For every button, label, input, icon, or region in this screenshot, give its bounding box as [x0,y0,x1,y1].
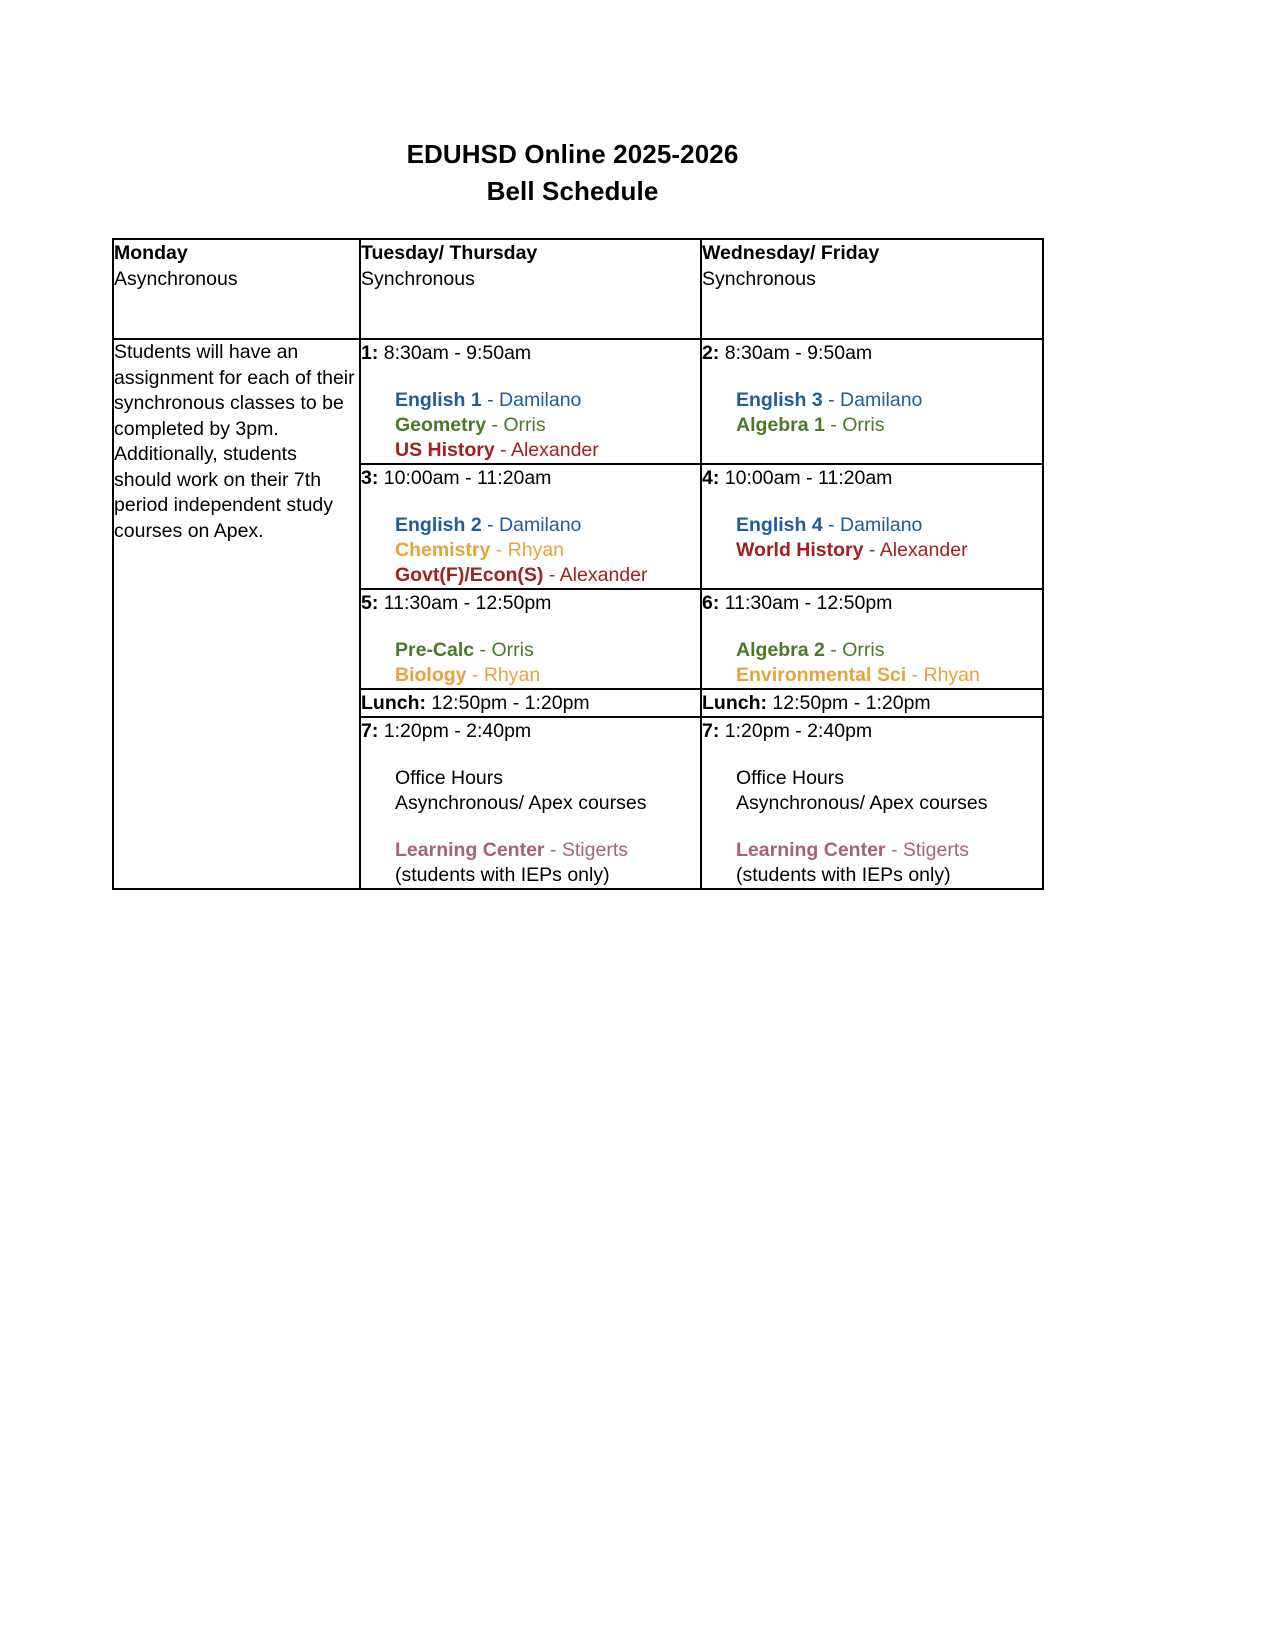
period-note-line: Asynchronous/ Apex courses [736,792,988,814]
course-list-wefr-6 [702,638,1042,688]
learning-center-separator: - [544,839,562,861]
period-time-tuth-1 [361,340,700,366]
learning-center-separator: - [885,839,903,861]
lunch-label-tuth: Lunch: [361,692,426,714]
period-number-wefr-2: 2: [702,342,720,364]
course-line [736,388,1042,413]
period-number-tuth-1: 1: [361,342,379,364]
course-teacher: Orris [842,414,885,436]
course-name: Algebra 1 [736,414,825,436]
lunch-cell-tuth [360,689,701,717]
period-cell-wefr-2 [701,339,1043,464]
course-name: Govt(F)/Econ(S) [395,564,544,586]
course-name: English 4 [736,514,823,536]
period-range-tuth-1: 8:30am - 9:50am [383,342,532,364]
period-range-tuth-5: 11:30am - 12:50pm [383,592,552,614]
table-row-period-1-2 [113,339,1043,464]
learning-center-teacher: Stigerts [902,839,969,861]
course-list-tuth-1 [361,388,700,463]
course-separator: - [824,414,843,436]
period-time-tuth-5 [361,590,700,616]
course-name: English 3 [736,389,823,411]
course-teacher: Alexander [559,564,648,586]
period-notes-tuth-7 [361,766,700,816]
course-separator: - [494,439,511,461]
lunch-text-wefr [702,690,1042,716]
period-range-wefr-6: 11:30am - 12:50pm [724,592,893,614]
learning-center-line [736,838,1042,863]
course-separator: - [486,414,504,436]
period-number-tuth-7: 7: [361,720,379,742]
monday-cell [113,339,360,889]
lunch-time-tuth: 12:50pm - 1:20pm [425,692,590,714]
course-separator: - [481,389,500,411]
period-time-wefr-2 [702,340,1042,366]
period-notes-wefr-7 [702,766,1042,816]
table-header-row [113,239,1043,339]
header-mode-monday: Asynchronous [114,268,238,290]
period-cell-wefr-6 [701,589,1043,689]
learning-center-line [395,838,700,863]
course-name: Geometry [395,414,487,436]
course-separator: - [474,639,492,661]
course-line [736,638,1042,663]
period-time-wefr-6 [702,590,1042,616]
period-cell-tuth-3 [360,464,701,589]
course-teacher: Rhyan [507,539,565,561]
period-cell-tuth-7 [360,717,701,889]
period-number-tuth-5: 5: [361,592,379,614]
course-line [395,538,700,563]
course-teacher: Orris [842,639,885,661]
course-line [395,388,700,413]
lunch-label-wefr: Lunch: [702,692,767,714]
course-separator: - [822,389,841,411]
course-list-wefr-4 [702,513,1042,563]
course-separator: - [481,514,500,536]
period-time-tuth-3 [361,465,700,491]
period-number-wefr-6: 6: [702,592,720,614]
period-time-wefr-7 [702,718,1042,744]
course-list-wefr-2 [702,388,1042,438]
learning-center-name: Learning Center [736,839,886,861]
course-teacher: Orris [503,414,546,436]
course-line [395,413,700,438]
period-cell-tuth-5 [360,589,701,689]
period-note-line: Office Hours [395,767,504,789]
header-day-tuesday-thursday: Tuesday/ Thursday [361,242,538,264]
course-line [395,663,700,688]
learning-center-note: (students with IEPs only) [395,864,610,886]
course-name: Biology [395,664,467,686]
course-name: World History [736,539,864,561]
lunch-text-tuth [361,690,700,716]
header-day-monday: Monday [114,242,188,264]
course-teacher: Damilano [840,389,923,411]
period-range-tuth-7: 1:20pm - 2:40pm [383,720,532,742]
period-note-line: Office Hours [736,767,845,789]
learning-center-block-wefr [702,838,1042,888]
course-list-tuth-3 [361,513,700,588]
period-number-tuth-3: 3: [361,467,379,489]
course-line [736,663,1042,688]
course-line [736,513,1042,538]
course-name: English 1 [395,389,482,411]
period-number-wefr-7: 7: [702,720,720,742]
course-teacher: Rhyan [923,664,980,686]
course-name: Chemistry [395,539,491,561]
course-line [395,438,700,463]
course-name: Environmental Sci [736,664,907,686]
course-separator: - [490,539,508,561]
course-teacher: Rhyan [483,664,541,686]
course-teacher: Alexander [879,539,968,561]
course-name: Pre-Calc [395,639,475,661]
lunch-time-wefr: 12:50pm - 1:20pm [766,692,931,714]
course-line [395,513,700,538]
header-day-wednesday-friday: Wednesday/ Friday [702,242,880,264]
course-name: English 2 [395,514,482,536]
header-cell-wednesday-friday [701,239,1043,339]
course-separator: - [863,539,880,561]
course-teacher: Damilano [840,514,923,536]
course-name: US History [395,439,495,461]
period-cell-wefr-7 [701,717,1043,889]
period-range-tuth-3: 10:00am - 11:20am [383,467,552,489]
course-line [736,413,1042,438]
course-teacher: Orris [491,639,534,661]
period-cell-wefr-4 [701,464,1043,589]
document-title [0,136,1145,210]
header-mode-tuesday-thursday: Synchronous [361,268,475,290]
course-line [395,563,700,588]
period-time-wefr-4 [702,465,1042,491]
learning-center-block-tuth [361,838,700,888]
course-separator: - [906,664,924,686]
period-range-wefr-4: 10:00am - 11:20am [724,467,893,489]
bell-schedule-table [112,238,1044,890]
period-number-wefr-4: 4: [702,467,720,489]
course-teacher: Damilano [499,389,582,411]
course-separator: - [466,664,484,686]
course-name: Algebra 2 [736,639,825,661]
course-list-tuth-5 [361,638,700,688]
header-cell-monday [113,239,360,339]
lunch-cell-wefr [701,689,1043,717]
period-note-line: Asynchronous/ Apex courses [395,792,647,814]
course-line [736,538,1042,563]
learning-center-teacher: Stigerts [561,839,628,861]
learning-center-name: Learning Center [395,839,545,861]
period-range-wefr-2: 8:30am - 9:50am [724,342,873,364]
period-time-tuth-7 [361,718,700,744]
course-teacher: Damilano [499,514,582,536]
course-separator: - [543,564,560,586]
course-teacher: Alexander [510,439,599,461]
period-range-wefr-7: 1:20pm - 2:40pm [724,720,873,742]
header-mode-wednesday-friday: Synchronous [702,268,816,290]
learning-center-note: (students with IEPs only) [736,864,951,886]
course-line [395,638,700,663]
header-cell-tuesday-thursday [360,239,701,339]
monday-instructions: Students will have an assignment for each of their synchronous classes to be completed by 3pm. Additionally, students should work on their 7th period independent study courses on Apex. [114,341,355,542]
title-line-1: EDUHSD Online 2025-2026 [406,139,739,169]
title-line-2: Bell Schedule [486,176,659,206]
course-separator: - [822,514,841,536]
course-separator: - [824,639,843,661]
period-cell-tuth-1 [360,339,701,464]
